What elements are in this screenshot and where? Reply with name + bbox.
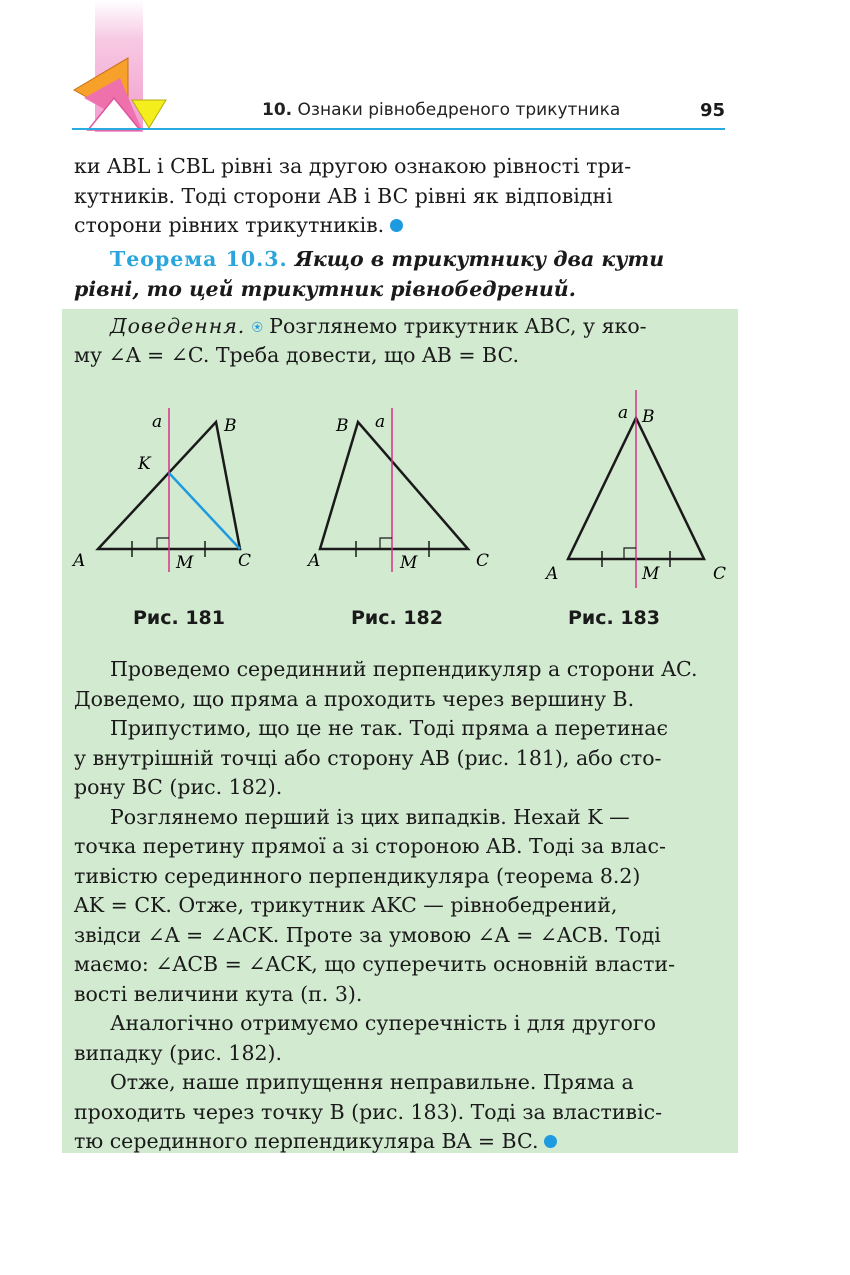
figures-area [62, 380, 738, 600]
label-B: B [642, 407, 655, 427]
figure-182 [306, 408, 489, 573]
label-K: K [138, 454, 151, 474]
theorem-text: рівні, то цей трикутник рівнобедрений. [74, 276, 576, 301]
body-line: рону BC (рис. 182). [74, 775, 283, 799]
intro-line: кутників. Тоді сторони AB і BC рівні як відповідні [74, 183, 613, 208]
body-line: вості величини кута (п. 3). [74, 981, 363, 1006]
label-M: M [400, 553, 418, 573]
label-B: B [224, 416, 237, 436]
theorem-label: Теорема 10.3. [110, 247, 288, 271]
label-A: A [73, 551, 86, 571]
body-line: у внутрішній точці або сторону AB (рис. 181), або сто- [74, 745, 662, 770]
body-line: звідси ∠A = ∠ACK. Проте за умовою ∠A = ∠ACB. Тоді [74, 922, 661, 947]
proof-line: Розглянемо трикутник ABC, у яко- [269, 314, 647, 338]
intro-paragraph [74, 152, 726, 241]
chapter-number: 10. [262, 100, 293, 120]
end-of-proof-icon [544, 1135, 557, 1148]
body-line: AK = CK. Отже, трикутник AKC — рівнобедрений, [74, 893, 618, 917]
label-C: C [476, 551, 490, 571]
theorem-text: Якщо в трикутнику два кути [294, 247, 665, 271]
body-line: Припустимо, що це не так. Тоді пряма a перетинає [110, 716, 668, 740]
body-line: Доведемо, що пряма a проходить через вершину B. [74, 686, 635, 711]
label-C: C [713, 564, 727, 584]
body-line: проходить через точку B (рис. 183). Тоді за властивіс- [74, 1099, 663, 1124]
header-rule [72, 128, 725, 130]
fig-182-caption: Рис. 182 [351, 607, 443, 629]
label-B: B [336, 416, 349, 436]
proof-label: Доведення. [110, 314, 246, 338]
proof-intro-cont [74, 341, 726, 371]
label-a: a [152, 412, 163, 432]
body-line: маємо: ∠ACB = ∠ACK, що суперечить основній власти- [74, 952, 676, 976]
body-line: Аналогічно отримуємо суперечність і для другого [110, 1011, 656, 1035]
label-A: A [308, 551, 321, 571]
label-A: A [546, 564, 559, 584]
label-M: M [642, 564, 660, 584]
figure-181 [71, 408, 251, 573]
label-a: a [618, 403, 629, 423]
intro-line: ки ABL і CBL рівні за другою ознакою рівності три- [74, 154, 632, 178]
body-line: Розглянемо перший із цих випадків. Нехай K — [110, 804, 630, 829]
label-M: M [176, 553, 194, 573]
body-line: тю серединного перпендикуляра BA = BC. [74, 1127, 726, 1157]
label-C: C [238, 551, 252, 571]
chapter-title: Ознаки рівнобедреного трикутника [297, 100, 621, 120]
figure-183 [544, 390, 726, 588]
proof-line: му ∠A = ∠C. Треба довести, що AB = BC. [74, 343, 519, 367]
label-a: a [375, 412, 386, 432]
triangles-logo-icon [70, 54, 170, 134]
proof-body [74, 655, 726, 1157]
fig-181-caption: Рис. 181 [133, 607, 225, 629]
body-line: Проведемо серединний перпендикуляр a сторони AC. [110, 657, 698, 681]
body-line: точка перетину прямої a зі стороною AB. Тоді за влас- [74, 834, 666, 858]
body-line: тивістю серединного перпендикуляра (теорема 8.2) [74, 863, 641, 888]
running-header [262, 100, 620, 120]
end-of-proof-icon [390, 219, 403, 232]
page-number: 95 [699, 100, 725, 121]
body-line: випадку (рис. 182). [74, 1040, 283, 1065]
fig-183-caption: Рис. 183 [568, 607, 660, 629]
circle-star-icon: ⍟ [251, 317, 263, 338]
intro-line: сторони рівних трикутників. [74, 211, 726, 241]
theorem-statement [74, 245, 726, 304]
body-line: Отже, наше припущення неправильне. Пряма a [110, 1070, 634, 1094]
proof-intro [74, 312, 726, 343]
